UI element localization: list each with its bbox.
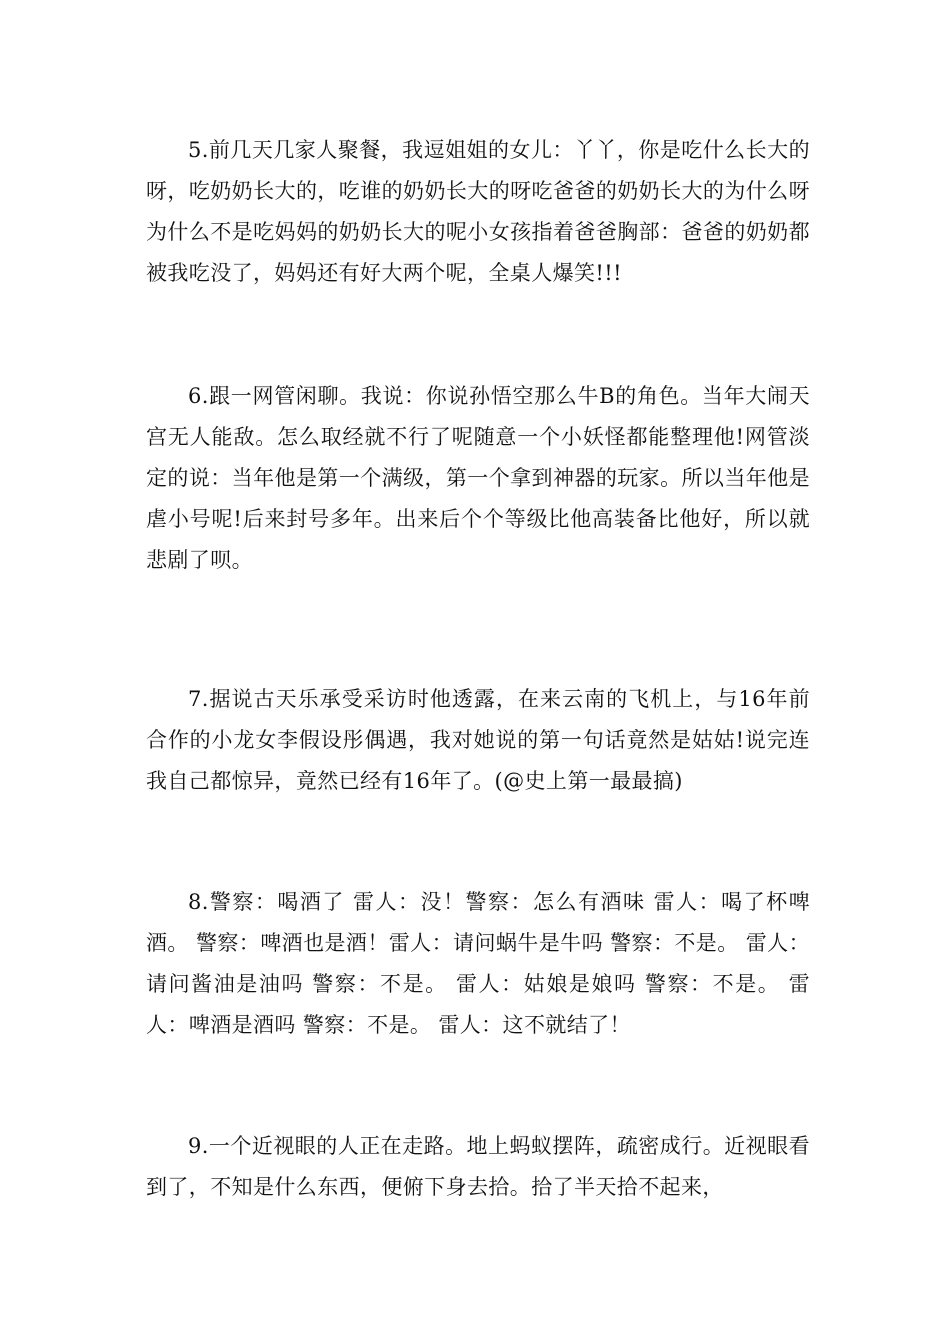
- joke-paragraph-9: 9.一个近视眼的人正在走路。地上蚂蚁摆阵，疏密成行。近视眼看到了，不知是什么东西，便俯下身去拾。拾了半天拾不起来，: [146, 1134, 810, 1199]
- joke-paragraph-6: 6.跟一网管闲聊。我说：你说孙悟空那么牛B的角色。当年大闹天宫无人能敌。怎么取经就不行了呢随意一个小妖怪都能整理他!网管淡定的说：当年他是第一个满级，第一个拿到神器的玩家。所以当年他是虐小号呢!后来封号多年。出来后个个等级比他高装备比他好，所以就悲剧了呗。: [146, 384, 810, 572]
- joke-paragraph-7: 7.据说古天乐承受采访时他透露，在来云南的飞机上，与16年前合作的小龙女李假设彤偶遇，我对她说的第一句话竟然是姑姑!说完连我自己都惊异，竟然已经有16年了。(@史上第一最最搞): [146, 687, 810, 793]
- joke-paragraph-5: 5.前几天几家人聚餐，我逗姐姐的女儿：丫丫，你是吃什么长大的呀，吃奶奶长大的，吃谁的奶奶长大的呀吃爸爸的奶奶长大的为什么呀为什么不是吃妈妈的奶奶长大的呢小女孩指着爸爸胸部：爸爸的奶奶都被我吃没了，妈妈还有好大两个呢，全桌人爆笑!!!: [146, 138, 810, 285]
- joke-paragraph-8: 8.警察：喝酒了 雷人：没！警察：怎么有酒味 雷人：喝了杯啤酒。 警察：啤酒也是酒！雷人：请问蜗牛是牛吗 警察：不是。 雷人：请问酱油是油吗 警察：不是。 雷人：姑娘是娘吗 警察：不是。 雷人：啤酒是酒吗 警察：不是。 雷人：这不就结了！: [146, 890, 810, 1037]
